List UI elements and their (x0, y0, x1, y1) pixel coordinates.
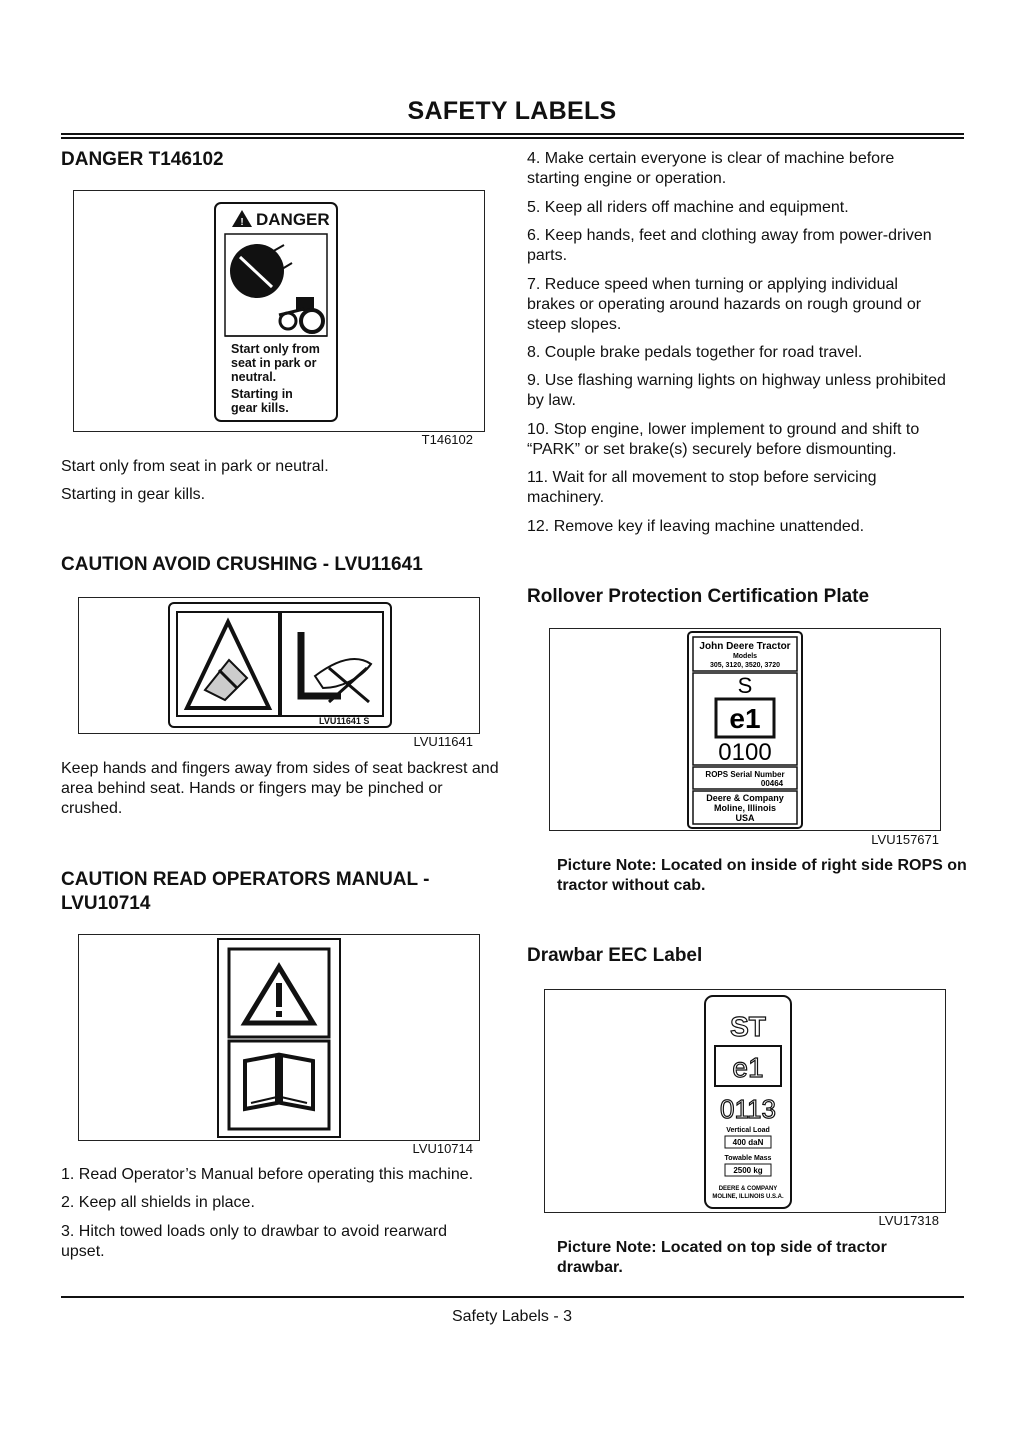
instruction-item-5: 5. Keep all riders off machine and equipment. (527, 199, 849, 216)
danger-label-figure (73, 190, 485, 432)
svg-text:Vertical Load: Vertical Load (726, 1127, 770, 1134)
svg-text:Deere & Company: Deere & Company (706, 793, 784, 803)
rops-figure-id: LVU157671 (871, 832, 939, 847)
danger-heading: DANGER T146102 (61, 149, 224, 170)
svg-text:!: ! (240, 217, 244, 228)
svg-text:0113: 0113 (720, 1094, 776, 1124)
svg-text:e1: e1 (729, 703, 761, 734)
svg-text:John Deere Tractor: John Deere Tractor (699, 641, 791, 652)
drawbar-label-figure (544, 989, 946, 1213)
rops-plate-figure (549, 628, 941, 831)
footer-rule (61, 1296, 964, 1298)
instruction-item-11: 11. Wait for all movement to stop before servicing machinery. (527, 469, 877, 506)
manual-item-3: 3. Hitch towed loads only to drawbar to avoid rearward upset. (61, 1223, 447, 1260)
svg-text:Start only from seat in: Start only from seat in park or neutral. Starting in gear kills. (231, 342, 320, 415)
svg-text:DEERE & COMPANY: DEERE & COMPANY (718, 1186, 778, 1192)
drawbar-figure-id: LVU17318 (878, 1213, 939, 1228)
drawbar-label-image (545, 990, 945, 1212)
instruction-item-9: 9. Use flashing warning lights on highway unless prohibited by law. (527, 372, 946, 409)
svg-text:USA: USA (735, 813, 755, 823)
manual-figure-id: LVU10714 (412, 1141, 473, 1156)
drawbar-heading: Drawbar EEC Label (527, 945, 703, 966)
svg-text:00464: 00464 (760, 779, 784, 788)
book-icon (245, 1055, 313, 1109)
crushing-label-image (79, 598, 479, 733)
svg-text:ST: ST (730, 1011, 766, 1042)
svg-text:S: S (737, 673, 753, 698)
danger-text-2: Starting in gear kills. (61, 486, 206, 503)
instruction-item-4: 4. Make certain everyone is clear of machine before starting engine or operation. (527, 150, 895, 187)
manual-item-2: 2. Keep all shields in place. (61, 1194, 255, 1211)
drawbar-picture-note: Picture Note: Located on top side of tractor drawbar. (557, 1239, 887, 1276)
svg-text:Models: Models (732, 653, 758, 660)
manual-label-figure (78, 934, 480, 1141)
rops-picture-note: Picture Note: Located on inside of right side ROPS on tractor without cab. (557, 857, 967, 894)
danger-label-header: DANGER (256, 210, 330, 229)
manual-heading: CAUTION READ OPERATORS MANUAL - LVU10714 (61, 869, 430, 914)
instruction-item-7: 7. Reduce speed when turning or applying individual brakes or operating around hazards on rough ground or steep slopes. (527, 276, 922, 333)
page-footer: Safety Labels - 3 (451, 1308, 573, 1325)
svg-text:Moline, Illinois: Moline, Illinois (713, 803, 777, 813)
instruction-item-8: 8. Couple brake pedals together for road travel. (527, 344, 863, 361)
svg-text:305, 3120, 3520, 3720: 305, 3120, 3520, 3720 (709, 662, 781, 669)
header-rule (61, 133, 964, 139)
svg-text:400 daN: 400 daN (732, 1138, 764, 1147)
svg-text:LVU11641 S: LVU11641 S (319, 716, 370, 726)
rops-heading: Rollover Protection Certification Plate (527, 586, 870, 607)
danger-text-1: Start only from seat in park or neutral. (61, 458, 329, 475)
danger-label-image (74, 191, 484, 431)
instruction-item-6: 6. Keep hands, feet and clothing away from power-driven parts. (527, 227, 932, 264)
crushing-text: Keep hands and fingers away from sides of seat backrest and area behind seat. Hands or fingers may be pinched or crushed. (61, 760, 499, 817)
page-title: SAFETY LABELS (407, 97, 617, 125)
svg-text:Towable Mass: Towable Mass (724, 1155, 772, 1162)
instruction-item-12: 12. Remove key if leaving machine unattended. (527, 518, 865, 535)
crushing-label-figure (78, 597, 480, 734)
crushing-figure-id: LVU11641 (413, 734, 473, 749)
danger-figure-id: T146102 (421, 432, 473, 447)
svg-text:e1: e1 (732, 1052, 764, 1083)
crushing-heading: CAUTION AVOID CRUSHING - LVU11641 (61, 554, 423, 575)
rops-plate-image (550, 629, 940, 830)
svg-text:MOLINE, ILLINOIS U.S.A.: MOLINE, ILLINOIS U.S.A. (712, 1194, 784, 1200)
svg-text:ROPS Serial Number: ROPS Serial Number (705, 770, 785, 779)
instruction-item-10: 10. Stop engine, lower implement to ground and shift to “PARK” or set brake(s) securely before dismounting. (527, 421, 920, 458)
svg-text:2500 kg: 2500 kg (733, 1166, 763, 1175)
manual-label-image (79, 935, 479, 1140)
svg-text:0100: 0100 (718, 739, 772, 766)
manual-item-1: 1. Read Operator’s Manual before operating this machine. (61, 1166, 474, 1183)
